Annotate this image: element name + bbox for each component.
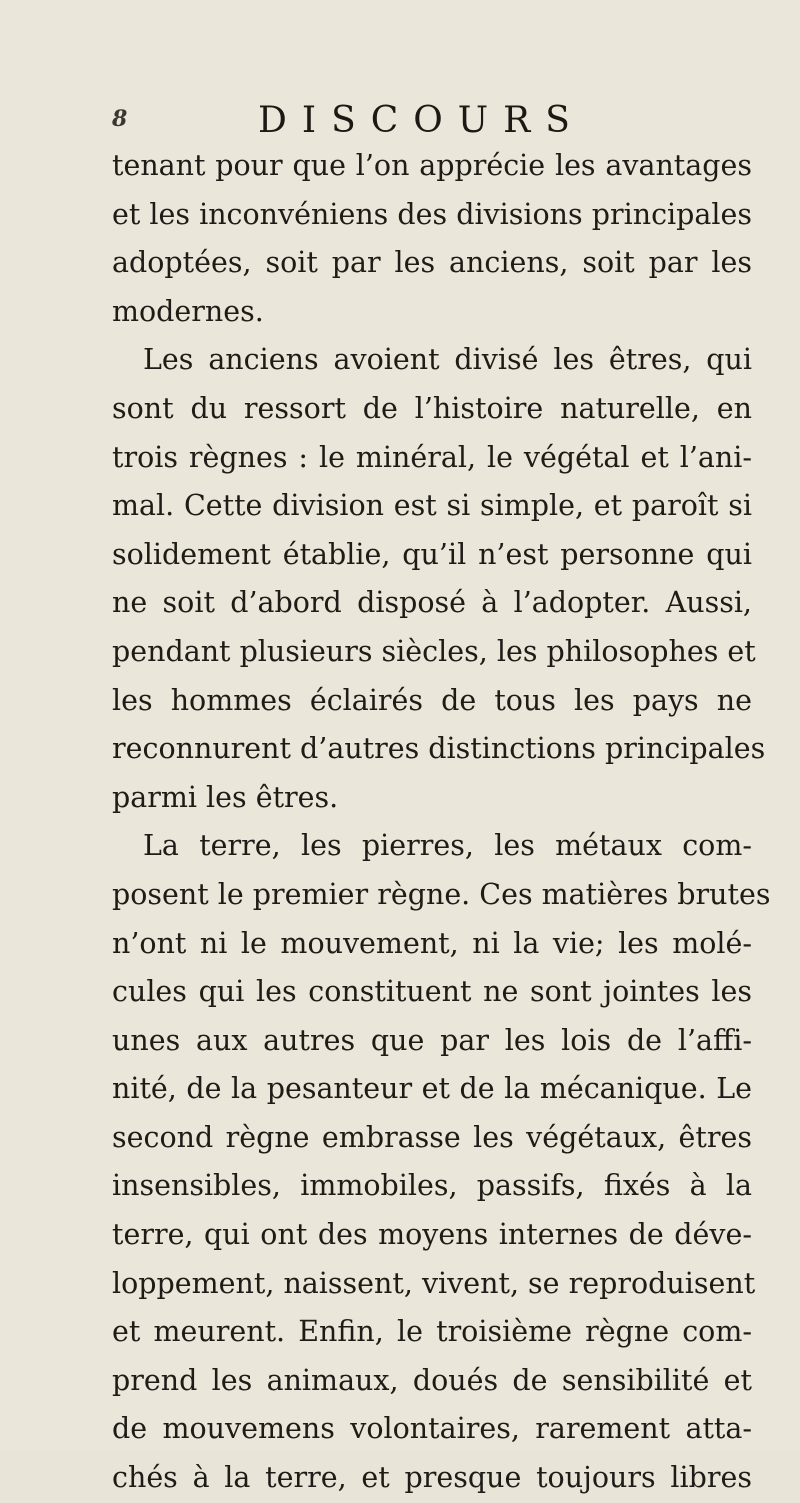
- text-line: cules qui les constituent ne sont jointes les: [112, 975, 752, 1009]
- text-line: pendant plusieurs siècles, les philosophes et: [112, 634, 756, 668]
- text-line: trois règnes : le minéral, le végétal et l’ani-: [112, 440, 752, 474]
- text-line: adoptées, soit par les anciens, soit par les: [112, 246, 752, 280]
- text-line: chés à la terre, et presque toujours libres: [112, 1461, 752, 1495]
- text-line: insensibles, immobiles, passifs, fixés à la: [112, 1169, 752, 1203]
- text-line: n’ont ni le mouvement, ni la vie; les molé-: [112, 926, 752, 960]
- text-line: reconnurent d’autres distinctions principales: [112, 732, 766, 766]
- text-line: solidement établie, qu’il n’est personne qui: [112, 537, 752, 571]
- running-title: DISCOURS: [258, 100, 585, 141]
- text-line: modernes.: [112, 294, 264, 328]
- paragraph-start-line: La terre, les pierres, les métaux com-: [143, 829, 752, 863]
- text-line: les hommes éclairés de tous les pays ne: [112, 683, 752, 717]
- body-text: [112, 142, 771, 1503]
- text-line: de mouvemens volontaires, rarement atta-: [112, 1412, 752, 1446]
- text-line: loppement, naissent, vivent, se reproduisent: [112, 1266, 756, 1300]
- text-line: terre, qui ont des moyens internes de déve-: [112, 1218, 752, 1252]
- text-line: prend les animaux, doués de sensibilité et: [112, 1363, 752, 1397]
- text-line: tenant pour que l’on apprécie les avantages: [112, 149, 752, 182]
- page-header: [112, 100, 752, 140]
- text-line: second règne embrasse les végétaux, êtres: [112, 1120, 752, 1154]
- page-number: 8: [112, 106, 128, 132]
- text-line: et les inconvéniens des divisions principales: [112, 197, 752, 231]
- text-line: parmi les êtres.: [112, 780, 339, 814]
- text-line: ne soit d’abord disposé à l’adopter. Aussi,: [112, 586, 752, 620]
- text-line: posent le premier règne. Ces matières brutes: [112, 877, 771, 911]
- text-line: sont du ressort de l’histoire naturelle, en: [112, 391, 752, 425]
- text-line: et meurent. Enfin, le troisième règne com-: [112, 1315, 752, 1349]
- paragraph-start-line: Les anciens avoient divisé les êtres, qui: [143, 343, 752, 377]
- text-line: mal. Cette division est si simple, et paroît si: [112, 489, 752, 523]
- text-line: unes aux autres que par les lois de l’affi-: [112, 1023, 752, 1057]
- text-line: nité, de la pesanteur et de la mécanique. Le: [112, 1072, 752, 1106]
